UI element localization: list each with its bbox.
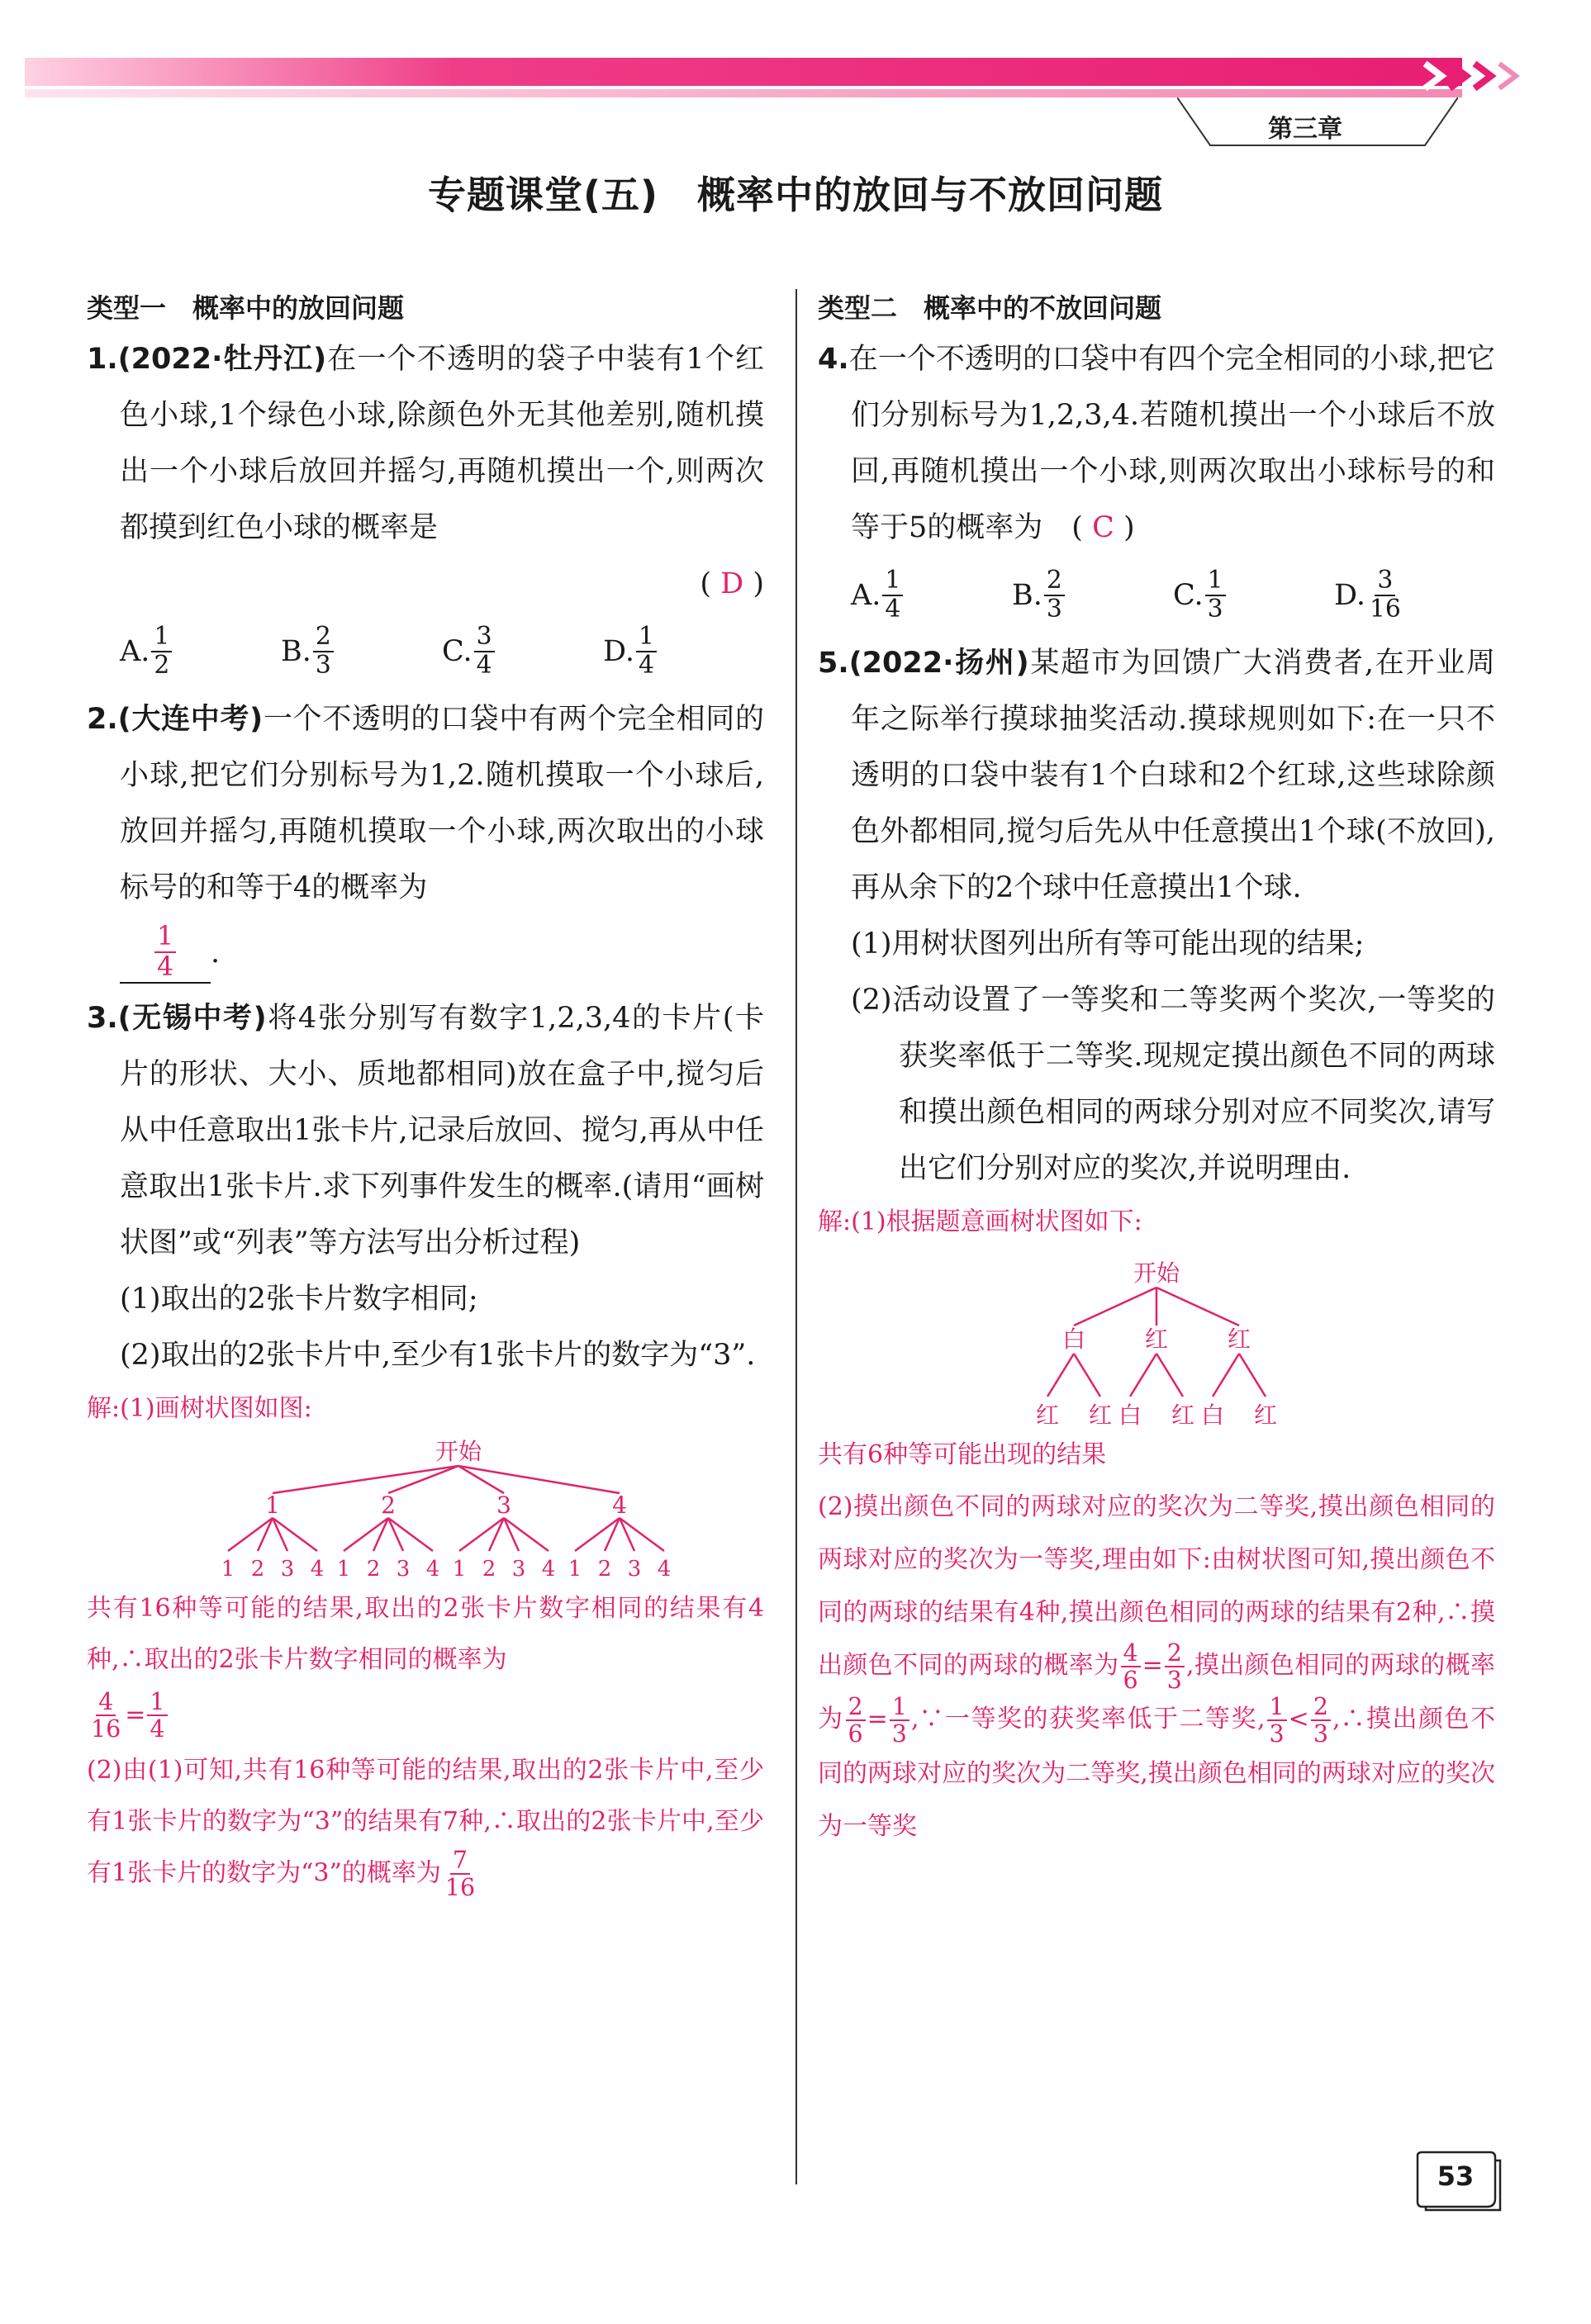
solution-intro: 解:(1)画树状图如图: [87, 1394, 312, 1423]
tree-node-label: 红 [1227, 1326, 1251, 1353]
tree-branch [1074, 1354, 1100, 1397]
options-q4 [818, 556, 1495, 635]
tree-leaf-label: 白 [1200, 1402, 1225, 1429]
question-4: 4.在一个不透明的口袋中有四个完全相同的小球,把它们分别标号为1,2,3,4.若随机摸出一个小球后不放回,再随机摸出一个小球,则两次取出小球标号的和等于5的概率为 ( C ) [818, 343, 1495, 544]
tree-leaf-label: 4 [657, 1557, 672, 1582]
tree-leaf-label: 1 [452, 1557, 467, 1582]
tree-root-label: 开始 [1133, 1259, 1180, 1287]
option: D. $\frac{3}{16}$ [1334, 566, 1401, 624]
tree-leaf-label: 红 [1035, 1402, 1060, 1429]
question-text: 在一个不透明的袋子中装有1个红色小球,1个绿色小球,除颜色外无其他差别,随机摸出一个小球后放回并摇匀,再随机摸出一个,则两次都摸到红色小球的概率是 [120, 343, 764, 544]
tree-leaf-label: 1 [221, 1557, 235, 1582]
option: A. $\frac{1}{4}$ [851, 567, 1012, 623]
section-heading-2: 类型二 概率中的不放回问题 [818, 292, 1162, 324]
question-text: 将4张分别写有数字1,2,3,4的卡片(卡片的形状、大小、质地都相同)放在盒子中,搅匀后从中任意取出1张卡片,记录后放回、搅匀,再从中任意取出1张卡片.求下列事件发生的概率.(请用“画树状图”或“列表”等方法写出分析过程) [120, 1002, 765, 1259]
question-text: 某超市为回馈广大消费者,在开业周年之际举行摸球抽奖活动.摸球规则如下:在一只不透明的口袋中装有1个白球和2个红球,这些球除颜色外都相同,搅匀后先从中任意摸出1个球(不放回),再从余下的2个球中任意摸出1个球. [851, 647, 1495, 904]
answer-choice: C [1092, 511, 1114, 544]
tree-leaf-label: 白 [1118, 1402, 1142, 1429]
sub-question: (1)用树状图列出所有等可能出现的结果; [851, 927, 1365, 960]
tree-leaf-label: 1 [336, 1557, 351, 1582]
tree-node-label: 1 [265, 1492, 280, 1519]
option: C. $\frac{3}{4}$ [442, 624, 603, 679]
solution-fraction-1: $\frac{4}{16}$ = $\frac{1}{4}$ [87, 1686, 764, 1745]
question-2: 2.(大连中考)一个不透明的口袋中有两个完全相同的小球,把它们分别标号为1,2.随机摸取一个小球后,放回并摇匀,再随机摸取一个小球,两次取出的小球标号的和等于4的概率为 [87, 703, 764, 904]
tree-branch [1156, 1288, 1239, 1326]
tree-leaf-label: 3 [280, 1557, 295, 1582]
tree-branch [1213, 1354, 1239, 1397]
tree-leaf-label: 红 [1088, 1402, 1113, 1429]
section-heading-1: 类型一 概率中的放回问题 [87, 292, 405, 324]
tree-leaf-label: 2 [366, 1557, 381, 1582]
sub-question: (1)取出的2张卡片数字相同; [120, 1283, 478, 1316]
solution-3 [87, 1383, 764, 1901]
tree-leaf-label: 3 [396, 1557, 411, 1582]
tree-node-label: 3 [496, 1492, 511, 1519]
sub-question: (2)活动设置了一等奖和二等奖两个奖次,一等奖的获奖率低于二等奖.现规定摸出颜色不同的两球和摸出颜色相同的两球分别对应不同奖次,请写出它们分别对应的奖次,并说明理由. [851, 984, 1495, 1185]
page-title: 专题课堂(五) 概率中的放回与不放回问题 [427, 173, 1164, 217]
solution-part2: (2)由(1)可知,共有16种等可能的结果,取出的2张卡片中,至少有1张卡片的数字为“3”的结果有7种,∴取出的2张卡片中,至少有1张卡片的数字为“3”的概率为 $\frac{7}{16}$ [87, 1756, 764, 1902]
right-column [818, 285, 1495, 1853]
tree-node-label: 4 [612, 1492, 627, 1519]
tree-leaf-label: 3 [511, 1557, 526, 1582]
header-band-thin [25, 89, 1462, 97]
option: C. $\frac{1}{3}$ [1173, 567, 1334, 623]
solution-part1: 共有16种等可能的结果,取出的2张卡片数字相同的结果有4种,∴取出的2张卡片数字相同的概率为 [87, 1594, 764, 1674]
column-divider [796, 289, 797, 2184]
tree-branch [1047, 1354, 1074, 1397]
options-q1 [87, 612, 764, 691]
tree-leaf-label: 4 [541, 1557, 556, 1582]
tree-leaf-label: 红 [1171, 1402, 1195, 1429]
tree-node-label: 白 [1061, 1326, 1086, 1353]
tree-leaf-label: 4 [425, 1557, 440, 1582]
question-source: (2022·牡丹江) [117, 343, 327, 376]
tree-leaf-label: 红 [1253, 1402, 1278, 1429]
tree-leaf-label: 2 [597, 1557, 612, 1582]
tree-node-label: 红 [1144, 1326, 1169, 1353]
question-3: 3.(无锡中考)将4张分别写有数字1,2,3,4的卡片(卡片的形状、大小、质地都相同)放在盒子中,搅匀后从中任意取出1张卡片,记录后放回、搅匀,再从中任意取出1张卡片.求下列事件发生的概率.(请用“画树状图”或“列表”等方法写出分析过程) (1)取出的2张卡片数字相同; (2)取出的2张卡片中,至少有1张卡片的数字为“3”. [87, 990, 764, 1383]
header-band [25, 58, 1462, 86]
solution-5 [818, 1197, 1495, 1853]
question-text: 一个不透明的口袋中有两个完全相同的小球,把它们分别标号为1,2.随机摸取一个小球后,放回并摇匀,再随机摸取一个小球,两次取出的小球标号的和等于4的概率为 [120, 703, 764, 904]
question-text: 在一个不透明的口袋中有四个完全相同的小球,把它们分别标号为1,2,3,4.若随机摸出一个小球后不放回,再随机摸出一个小球,则两次取出小球标号的和等于5的概率为 [848, 343, 1495, 544]
solution-part2: (2)摸出颜色不同的两球对应的奖次为二等奖,摸出颜色相同的两球对应的奖次为一等奖,理由如下:由树状图可知,摸出颜色不同的两球的结果有4种,摸出颜色相同的两球的结果有2种,∴摸出颜色不同的两球的概率为 $\frac{4}{6}$ = $\frac{2}{3}$ ,摸出颜色相同的两球的概率为 $\frac{2}{6}$ = $\frac{1}{3}$ ,∵一等奖的获奖率低于二等奖, $\frac{1}{3}$ < $\frac{2}{3}$ ,∴摸出颜色不同的两球对应的奖次为二等奖,摸出颜色相同的两球对应的奖次为一等奖 [818, 1492, 1495, 1841]
tree-leaf-label: 2 [482, 1557, 496, 1582]
page-number: 53 [1437, 2160, 1475, 2192]
tree-leaf-label: 1 [568, 1557, 582, 1582]
tree-branch [1239, 1354, 1266, 1397]
solution-part1: 共有6种等可能出现的结果 [818, 1440, 1107, 1469]
solution-intro: 解:(1)根据题意画树状图如下: [818, 1207, 1142, 1236]
tree-diagram-q5 [818, 1248, 1495, 1430]
tree-diagram-q3 [87, 1435, 764, 1583]
tree-branch [1074, 1288, 1156, 1326]
option: B. $\frac{2}{3}$ [281, 624, 442, 679]
tree-branch [1156, 1354, 1183, 1397]
answer-blank: $\frac{1}{4}$ . [87, 916, 764, 990]
chevrons-icon [1417, 51, 1541, 101]
tree-leaf-label: 2 [250, 1557, 265, 1582]
tree-leaf-label: 3 [627, 1557, 642, 1582]
option: D. $\frac{1}{4}$ [603, 624, 764, 679]
option: A. $\frac{1}{2}$ [120, 624, 281, 679]
answer-choice: D [720, 567, 744, 600]
question-number: 1. [87, 343, 118, 376]
chapter-label: 第三章 [1268, 115, 1342, 144]
tree-branch [388, 1466, 458, 1493]
left-column [87, 285, 764, 1901]
question-1 [87, 331, 764, 556]
answer-slot: ( D ) [700, 567, 764, 600]
tree-node-label: 2 [381, 1492, 396, 1519]
tree-root-label: 开始 [435, 1438, 482, 1465]
question-5: 5.(2022·扬州)某超市为回馈广大消费者,在开业周年之际举行摸球抽奖活动.摸球规则如下:在一只不透明的口袋中装有1个白球和2个红球,这些球除颜色外都相同,搅匀后先从中任意摸出1个球(不放回),再从余下的2个球中任意摸出1个球. (1)用树状图列出所有等可能出现的结果; (2)活动设置了一等奖和二等奖两个奖次,一等奖的获奖率低于二等奖.现规定摸出颜色不同的两球和摸出颜色相同的两球分别对应不同奖次,请写出它们分别对应的奖次,并说明理由. [818, 635, 1495, 1197]
option: B. $\frac{2}{3}$ [1012, 567, 1173, 623]
tree-branch [1130, 1354, 1156, 1397]
tree-branch [273, 1466, 458, 1493]
sub-question: (2)取出的2张卡片中,至少有1张卡片的数字为“3”. [120, 1339, 756, 1372]
tree-leaf-label: 4 [310, 1557, 325, 1582]
